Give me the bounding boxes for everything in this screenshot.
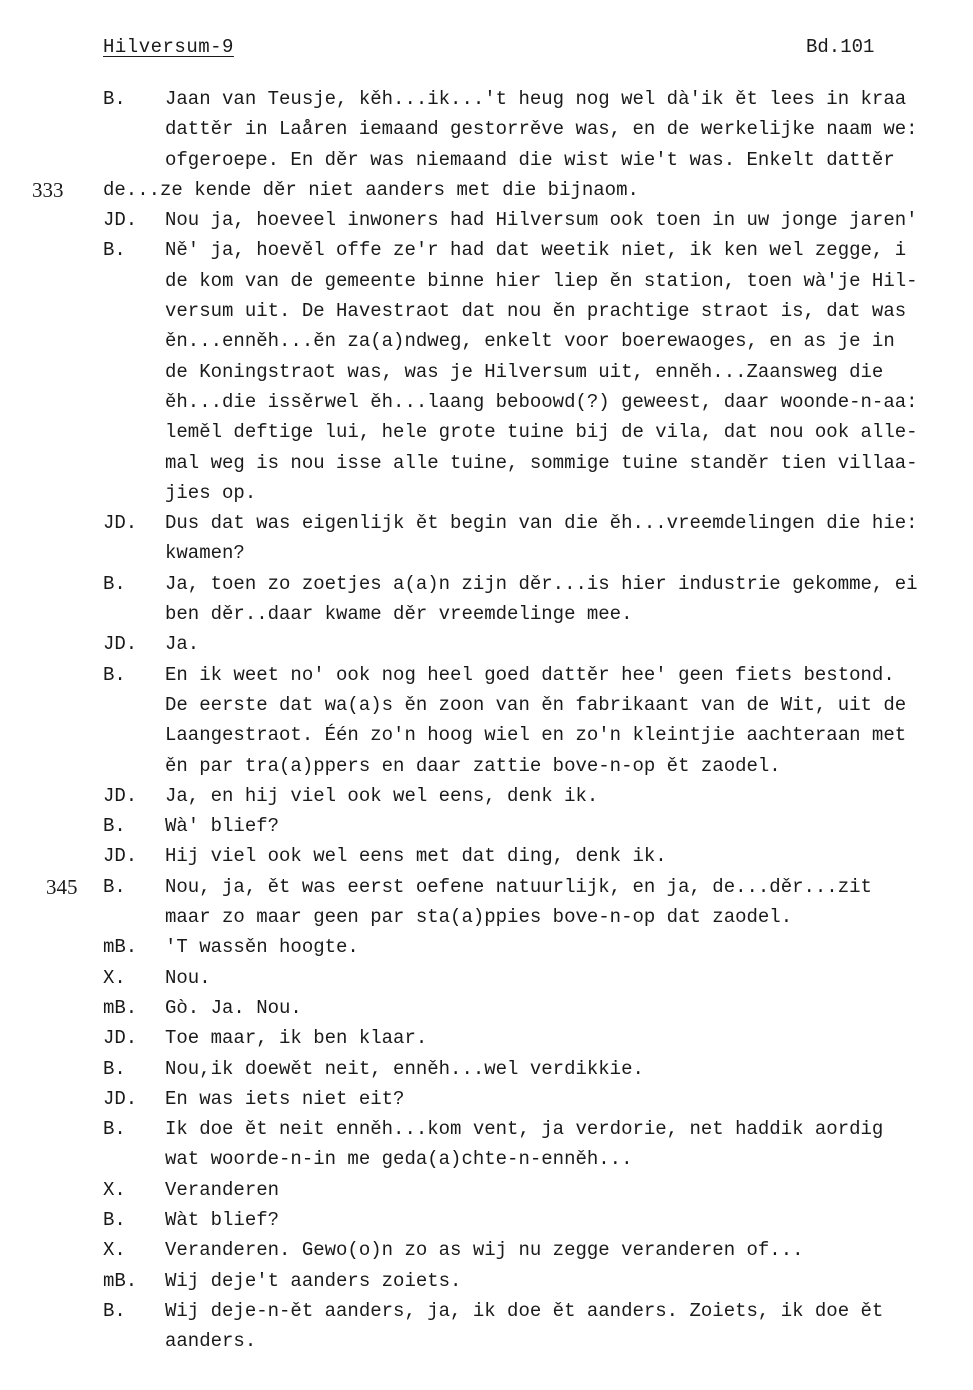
speaker-label: JD. xyxy=(103,845,138,868)
transcript xyxy=(0,84,973,1356)
transcript-line xyxy=(0,326,973,356)
transcript-line xyxy=(0,448,973,478)
utterance-text: Veranderen xyxy=(165,1178,280,1201)
utterance-text: de Koningstraot was, was je Hilversum uit, enněh...Zaansweg die xyxy=(165,360,884,383)
transcript-line xyxy=(0,1114,973,1144)
utterance-text: Ja. xyxy=(165,633,200,656)
speaker-label: B. xyxy=(103,875,126,898)
utterance-text: Hij viel ook wel eens met dat ding, denk ik. xyxy=(165,845,667,868)
utterance-text: wat woorde-n-in me geda(a)chte-n-enněh... xyxy=(165,1148,633,1171)
speaker-label: JD. xyxy=(103,784,138,807)
transcript-line xyxy=(0,1235,973,1265)
speaker-label: B. xyxy=(103,88,126,110)
transcript-line xyxy=(0,751,973,781)
utterance-text: ěh...die issěrwel ěh...laang beboowd(?) geweest, daar woonde-n-aa: xyxy=(165,390,918,413)
speaker-label: X. xyxy=(103,1239,126,1262)
speaker-label: JD. xyxy=(103,1027,138,1050)
speaker-label: X. xyxy=(103,966,126,989)
utterance-text: En was iets niet eit? xyxy=(165,1087,405,1110)
utterance-text: De eerste dat wa(a)s ěn zoon van ěn fabrikaant van de Wit, uit de xyxy=(165,693,907,716)
utterance-text: leměl deftige lui, hele grote tuine bij de vila, dat nou ook alle- xyxy=(165,421,918,444)
utterance-text: maar zo maar geen par sta(a)ppies bove-n-op dat zaodel. xyxy=(165,906,793,929)
utterance-text: Nou. xyxy=(165,966,211,989)
document-title: Hilversum-9 xyxy=(103,36,234,58)
transcript-line xyxy=(0,1054,973,1084)
speaker-label: X. xyxy=(103,1178,126,1201)
speaker-label: B. xyxy=(103,815,126,838)
transcript-line xyxy=(0,932,973,962)
margin-line-number: 345 xyxy=(46,874,78,899)
transcript-line xyxy=(0,963,973,993)
utterance-text: dattěr in Laåren iemaand gestorrěve was, en de werkelijke naam we: xyxy=(165,118,918,141)
transcript-line xyxy=(0,1023,973,1053)
transcript-line xyxy=(0,1175,973,1205)
speaker-label: mB. xyxy=(103,1269,138,1292)
transcript-line xyxy=(0,266,973,296)
transcript-line xyxy=(0,781,973,811)
utterance-text: Ně' ja, hoevěl offe ze'r had dat weetik niet, ik ken wel zegge, i xyxy=(165,239,907,262)
speaker-label: JD. xyxy=(103,633,138,656)
utterance-text: En ik weet no' ook nog heel goed dattěr hee' geen fiets bestond. xyxy=(165,663,895,686)
transcript-line xyxy=(0,660,973,690)
utterance-text: Wij deje-n-ět aanders, ja, ik doe ět aanders. Zoiets, ik doe ět xyxy=(165,1299,884,1322)
utterance-text: ben děr..daar kwame děr vreemdelinge mee. xyxy=(165,603,633,626)
transcript-line xyxy=(0,235,973,265)
transcript-line xyxy=(0,538,973,568)
transcript-line xyxy=(0,1144,973,1174)
transcript-line xyxy=(0,599,973,629)
utterance-text: jies op. xyxy=(165,481,257,504)
transcript-line xyxy=(0,1266,973,1296)
transcript-line xyxy=(0,175,973,205)
transcript-line xyxy=(0,569,973,599)
utterance-text: versum uit. De Havestraot dat nou ěn prachtige straot is, dat was xyxy=(165,300,907,323)
transcript-line xyxy=(0,841,973,871)
speaker-label: B. xyxy=(103,572,126,595)
transcript-line xyxy=(0,84,973,114)
utterance-text: 'T wassěn hoogte. xyxy=(165,936,359,959)
utterance-text: Wij deje't aanders zoiets. xyxy=(165,1269,462,1292)
utterance-text: Nou ja, hoeveel inwoners had Hilversum ook toen in uw jonge jaren' xyxy=(165,209,918,232)
utterance-text: de...ze kende děr niet aanders met die bijnaom. xyxy=(103,178,639,201)
transcript-line xyxy=(0,1084,973,1114)
utterance-text: ěn...enněh...ěn za(a)ndweg, enkelt voor boerewaoges, en as je in xyxy=(165,330,895,353)
speaker-label: B. xyxy=(103,1057,126,1080)
transcript-line xyxy=(0,508,973,538)
speaker-label: JD. xyxy=(103,512,138,535)
utterance-text: aanders. xyxy=(165,1330,257,1353)
transcript-line xyxy=(0,145,973,175)
utterance-text: de kom van de gemeente binne hier liep ěn station, toen wà'je Hil- xyxy=(165,269,918,292)
utterance-text: Wà' blief? xyxy=(165,815,280,838)
utterance-text: Ja, en hij viel ook wel eens, denk ik. xyxy=(165,784,599,807)
transcript-line xyxy=(0,811,973,841)
transcript-line xyxy=(0,720,973,750)
utterance-text: Ja, toen zo zoetjes a(a)n zijn děr...is hier industrie gekomme, ei xyxy=(165,572,918,595)
transcript-line xyxy=(0,993,973,1023)
utterance-text: Toe maar, ik ben klaar. xyxy=(165,1027,428,1050)
speaker-label: mB. xyxy=(103,996,138,1019)
utterance-text: Dus dat was eigenlijk ět begin van die ěh...vreemdelingen die hie: xyxy=(165,512,918,535)
transcript-line xyxy=(0,387,973,417)
page-number: Bd.101 xyxy=(806,36,875,58)
transcript-line xyxy=(0,478,973,508)
utterance-text: kwamen? xyxy=(165,542,245,565)
utterance-text: Nou, ja, ět was eerst oefene natuurlijk, en ja, de...děr...zit xyxy=(165,875,872,898)
transcript-line xyxy=(0,205,973,235)
speaker-label: JD. xyxy=(103,209,138,232)
utterance-text: Ik doe ět neit enněh...kom vent, ja verdorie, net haddik aordig xyxy=(165,1118,884,1141)
utterance-text: Nou,ik doewět neit, enněh...wel verdikkie. xyxy=(165,1057,644,1080)
transcript-line xyxy=(0,1205,973,1235)
utterance-text: ěn par tra(a)ppers en daar zattie bove-n-op ět zaodel. xyxy=(165,754,781,777)
transcript-line xyxy=(0,1296,973,1326)
transcript-line xyxy=(0,1326,973,1356)
speaker-label: B. xyxy=(103,663,126,686)
transcript-line xyxy=(0,872,973,902)
transcript-line xyxy=(0,417,973,447)
transcript-line xyxy=(0,629,973,659)
speaker-label: B. xyxy=(103,1299,126,1322)
transcript-line xyxy=(0,690,973,720)
utterance-text: mal weg is nou isse alle tuine, sommige tuine standěr tien villaa- xyxy=(165,451,918,474)
utterance-text: Veranderen. Gewo(o)n zo as wij nu zegge veranderen of... xyxy=(165,1239,804,1262)
speaker-label: B. xyxy=(103,239,126,262)
speaker-label: B. xyxy=(103,1208,126,1231)
transcript-line xyxy=(0,296,973,326)
utterance-text: Gò. Ja. Nou. xyxy=(165,996,302,1019)
speaker-label: mB. xyxy=(103,936,138,959)
speaker-label: B. xyxy=(103,1118,126,1141)
utterance-text: Laangestraot. Één zo'n hoog wiel en zo'n kleintjie aachteraan met xyxy=(165,724,907,747)
margin-line-number: 333 xyxy=(32,177,64,202)
transcript-line xyxy=(0,357,973,387)
transcript-line xyxy=(0,114,973,144)
utterance-text: Jaan van Teusje, kěh...ik...'t heug nog wel dà'ik ět lees in kraa xyxy=(165,88,907,110)
utterance-text: ofgeroepe. En děr was niemaand die wist wie't was. Enkelt dattěr xyxy=(165,148,895,171)
transcript-line xyxy=(0,902,973,932)
speaker-label: JD. xyxy=(103,1087,138,1110)
utterance-text: Wàt blief? xyxy=(165,1208,280,1231)
